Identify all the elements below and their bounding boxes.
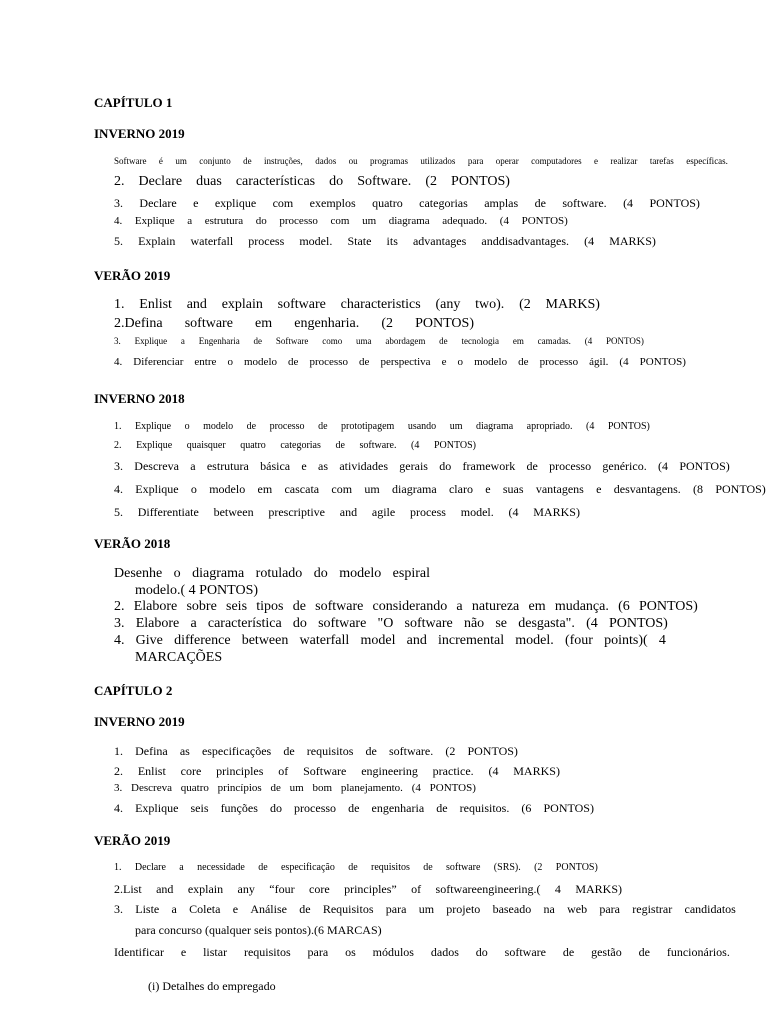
ch1-s2019-line-1: 1. Enlist and explain software characteristics (any two). (2 MARKS): [114, 297, 600, 312]
ch1-verao-2019-heading: VERÃO 2019: [94, 268, 171, 283]
ch1-inverno-2019-heading: INVERNO 2019: [94, 126, 185, 141]
ch1-inverno-2018-heading: INVERNO 2018: [94, 391, 185, 406]
ch1-w2019-line-5: 5. Explain waterfall process model. State its advantages anddisadvantages. (4 MARKS): [114, 234, 656, 248]
ch1-w2018-line-1: 1. Explique o modelo de processo de prototipagem usando um diagrama apropriado. (4 PONTOS): [114, 421, 650, 432]
ch2-s2019-line-3: 3. Liste a Coleta e Análise de Requisitos para um projeto baseado na web para registrar candidatos: [114, 902, 736, 916]
ch2-s2019-line-3-cont: para concurso (qualquer seis pontos).(6 MARCAS): [135, 923, 382, 937]
ch2-w2019-line-4: 4. Explique seis funções do processo de engenharia de requisitos. (6 PONTOS): [114, 801, 594, 815]
chapter-1-title: CAPÍTULO 1: [94, 95, 173, 110]
ch1-w2018-line-4: 4. Explique o modelo em cascata com um diagrama claro e suas vantagens e desvantagens. (8 PONTOS): [114, 482, 766, 496]
ch1-w2018-line-3: 3. Descreva a estrutura básica e as atividades gerais do framework de processo genérico. (4 PONTOS): [114, 459, 730, 473]
ch1-s2018-line-4-cont: MARCAÇÕES: [135, 650, 223, 665]
ch1-w2018-line-2: 2. Explique quaisquer quatro categorias de software. (4 PONTOS): [114, 440, 476, 451]
chapter-2-title: CAPÍTULO 2: [94, 683, 173, 698]
ch1-s2019-line-3: 3. Explique a Engenharia de Software como uma abordagem de tecnologia em camadas. (4 PONTOS): [114, 336, 644, 346]
ch2-s2019-subitem-1: (i) Detalhes do empregado: [148, 979, 276, 993]
ch1-s2018-line-1: Desenhe o diagrama rotulado do modelo espiral: [114, 566, 430, 581]
ch1-w2019-line-3: 3. Declare e explique com exemplos quatro categorias amplas de software. (4 PONTOS): [114, 196, 700, 210]
ch1-s2018-line-4: 4. Give difference between waterfall model and incremental model. (four points)( 4: [114, 633, 666, 648]
ch1-w2018-line-5: 5. Differentiate between prescriptive and agile process model. (4 MARKS): [114, 505, 580, 519]
ch2-inverno-2019-heading: INVERNO 2019: [94, 714, 185, 729]
ch2-w2019-line-1: 1. Defina as especificações de requisitos de software. (2 PONTOS): [114, 744, 518, 758]
ch1-verao-2018-heading: VERÃO 2018: [94, 536, 171, 551]
ch2-s2019-line-4: Identificar e listar requisitos para os módulos dados do software de gestão de funcionários.: [114, 945, 730, 959]
ch1-w2019-line-2: 2. Declare duas características do Software. (2 PONTOS): [114, 174, 510, 189]
ch1-s2019-line-4: 4. Diferenciar entre o modelo de processo de perspectiva e o modelo de processo ágil. (4 PONTOS): [114, 356, 686, 368]
ch2-verao-2019-heading: VERÃO 2019: [94, 833, 171, 848]
ch1-w2019-line-1: Software é um conjunto de instruções, dados ou programas utilizados para operar computadores e realizar tarefas específicas.: [114, 156, 728, 166]
ch1-s2019-line-2: 2.Defina software em engenharia. (2 PONTOS): [114, 316, 474, 331]
ch2-w2019-line-2: 2. Enlist core principles of Software engineering practice. (4 MARKS): [114, 764, 560, 778]
ch1-s2018-line-2: 2. Elabore sobre seis tipos de software considerando a natureza em mudança. (6 PONTOS): [114, 599, 698, 614]
ch2-w2019-line-3: 3. Descreva quatro princípios de um bom planejamento. (4 PONTOS): [114, 782, 476, 794]
ch2-s2019-line-2: 2.List and explain any “four core principles” of softwareengineering.( 4 MARKS): [114, 882, 622, 896]
ch2-s2019-line-1: 1. Declare a necessidade de especificação de requisitos de software (SRS). (2 PONTOS): [114, 862, 598, 873]
ch1-s2018-line-3: 3. Elabore a característica do software "O software não se desgasta". (4 PONTOS): [114, 616, 668, 631]
ch1-w2019-line-4: 4. Explique a estrutura do processo com um diagrama adequado. (4 PONTOS): [114, 215, 568, 227]
ch1-s2018-line-1-cont: modelo.( 4 PONTOS): [135, 583, 259, 598]
